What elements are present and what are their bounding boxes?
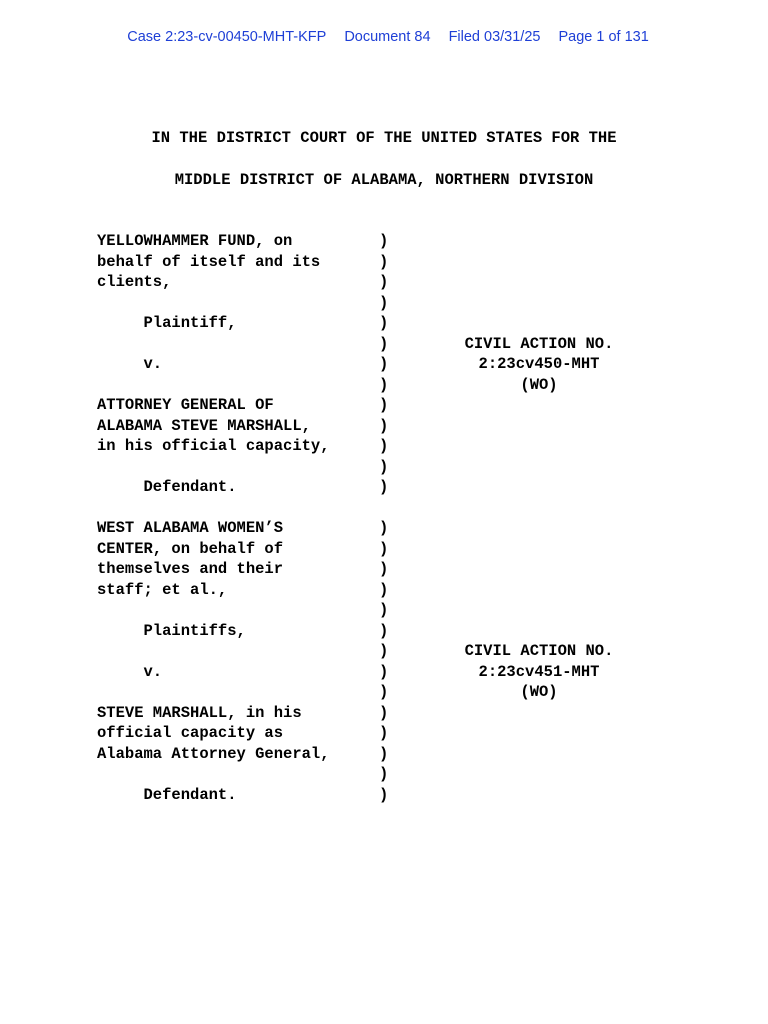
caption-line: ATTORNEY GENERAL OF	[97, 396, 274, 414]
civil-action-number: 2:23cv451-MHT	[478, 662, 600, 681]
paren: )	[379, 580, 389, 599]
defendant-label: Defendant.	[97, 785, 237, 804]
versus-label: v.	[97, 662, 163, 681]
paren: )	[379, 765, 389, 783]
paren: )	[379, 703, 389, 722]
paren: )	[379, 375, 389, 394]
caption-line: ALABAMA STEVE MARSHALL,	[97, 416, 311, 435]
civil-action-label: CIVIL ACTION NO.	[464, 642, 614, 660]
versus-label: v.	[97, 355, 163, 373]
caption-line: themselves and their	[97, 560, 284, 578]
court-title-line-1: IN THE DISTRICT COURT OF THE UNITED STATES FOR THE	[151, 129, 617, 147]
paren: )	[379, 416, 389, 435]
paren: )	[379, 621, 389, 640]
civil-action-wo: (WO)	[520, 683, 558, 701]
paren: )	[379, 785, 389, 804]
paren: )	[379, 519, 389, 537]
paren: )	[379, 560, 389, 578]
paren: )	[379, 232, 389, 250]
paren: )	[379, 437, 389, 455]
paren: )	[379, 744, 389, 763]
case-number: Case 2:23-cv-00450-MHT-KFP	[127, 29, 327, 45]
paren: )	[379, 252, 389, 271]
plaintiff-label: Plaintiff,	[97, 314, 237, 332]
defendant-label: Defendant.	[97, 478, 237, 496]
caption-line: CENTER, on behalf of	[97, 539, 284, 558]
page-indicator: Page 1 of 131	[558, 29, 649, 45]
court-title-line-2: MIDDLE DISTRICT OF ALABAMA, NORTHERN DIVISION	[174, 171, 594, 189]
plaintiffs-label: Plaintiffs,	[97, 621, 246, 640]
paren: )	[379, 314, 389, 332]
caption-line: in his official capacity,	[97, 437, 330, 455]
caption-line: official capacity as	[97, 724, 284, 742]
civil-action-number: 2:23cv450-MHT	[478, 355, 600, 373]
filing-header	[0, 13, 768, 45]
caption-line: staff; et al.,	[97, 580, 228, 599]
caption-line: STEVE MARSHALL, in his	[97, 703, 302, 722]
paren: )	[379, 334, 389, 353]
paren: )	[379, 683, 389, 701]
paren: )	[379, 539, 389, 558]
caption-line: behalf of itself and its	[97, 252, 321, 271]
caption-line: clients,	[97, 273, 172, 291]
paren: )	[379, 396, 389, 414]
paren: )	[379, 642, 389, 660]
filed-date: Filed 03/31/25	[448, 29, 541, 45]
caption-line: Alabama Attorney General,	[97, 744, 330, 763]
paren: )	[379, 273, 389, 291]
paren: )	[379, 293, 389, 312]
document-number: Document 84	[344, 29, 431, 45]
paren: )	[379, 355, 389, 373]
caption-line: YELLOWHAMMER FUND, on	[97, 232, 293, 250]
paren: )	[379, 601, 389, 619]
paren: )	[379, 478, 389, 496]
paren: )	[379, 662, 389, 681]
paren: )	[379, 457, 389, 476]
civil-action-wo: (WO)	[520, 375, 558, 394]
paren: )	[379, 724, 389, 742]
caption-line: WEST ALABAMA WOMEN’S	[97, 519, 284, 537]
civil-action-label: CIVIL ACTION NO.	[464, 334, 614, 353]
